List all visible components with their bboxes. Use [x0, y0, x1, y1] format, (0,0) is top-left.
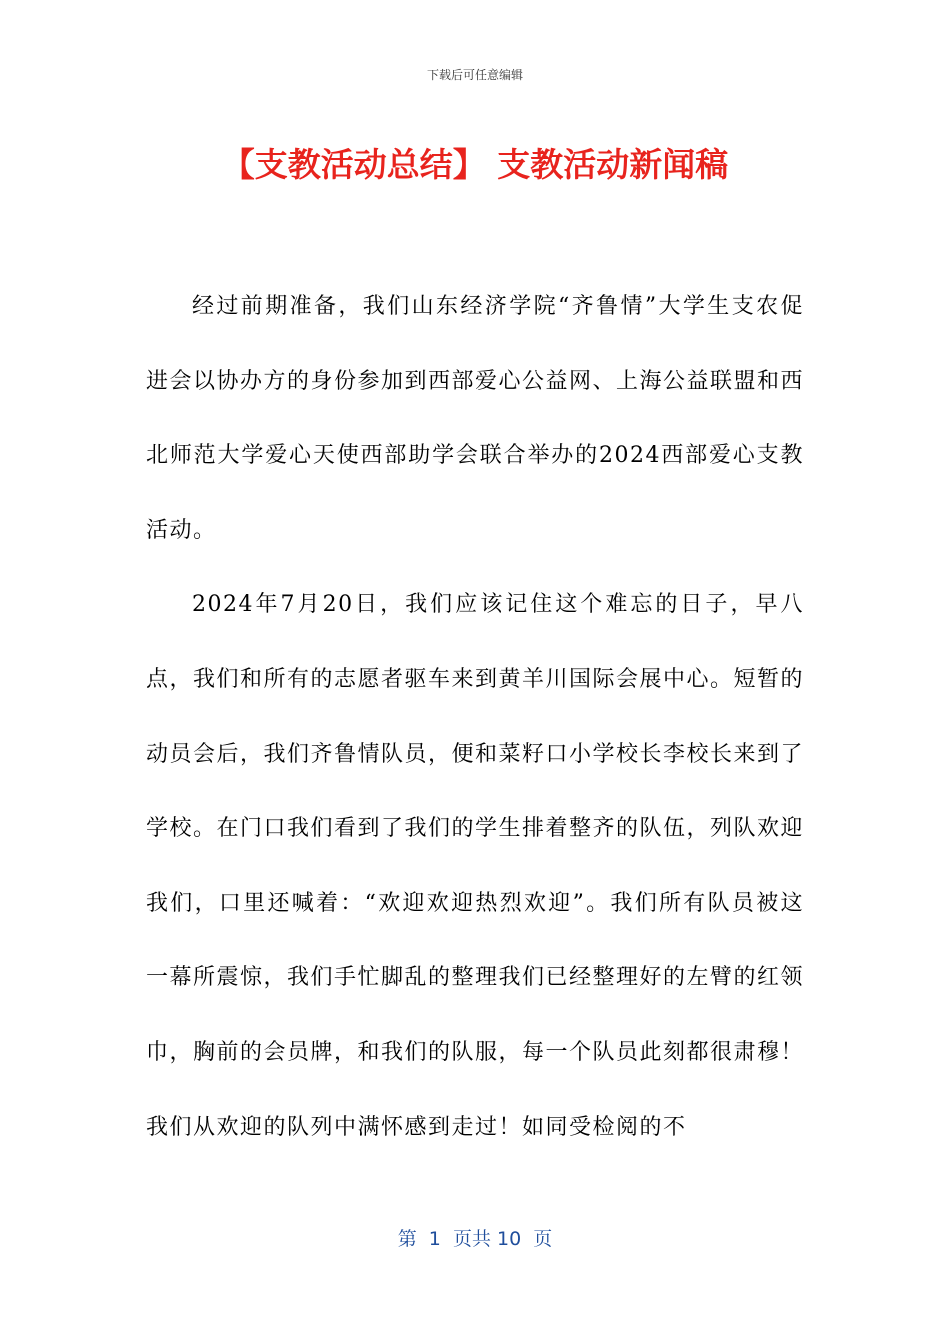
document-body [146, 270, 804, 1165]
page-number-footer: 第 1 页共 10 页 [397, 1228, 553, 1250]
document-title: 【支教活动总结】 支教活动新闻稿 [221, 145, 729, 184]
header-note: 下载后可任意编辑 [426, 68, 523, 82]
paragraph-1: 经过前期准备，我们山东经济学院“齐鲁情”大学生支农促进会以协办方的身份参加到西部爱心公益网、上海公益联盟和西北师范大学爱心天使西部助学会联合举办的2024西部爱心支教活动。 [146, 294, 805, 543]
paragraph-2: 2024年7月20日，我们应该记住这个难忘的日子，早八点，我们和所有的志愿者驱车来到黄羊川国际会展中心。短暂的动员会后，我们齐鲁情队员，便和菜籽口小学校长李校长来到了学校。在门口我们看到了我们的学生排着整齐的队伍，列队欢迎我们，口里还喊着：“欢迎欢迎热烈欢迎”。我们所有队员被这一幕所震惊，我们手忙脚乱的整理我们已经整理好的左臂的红领巾，胸前的会员牌，和我们的队服，每一个队员此刻都很肃穆！我们从欢迎的队列中满怀感到走过！如同受检阅的不 [146, 592, 805, 1140]
